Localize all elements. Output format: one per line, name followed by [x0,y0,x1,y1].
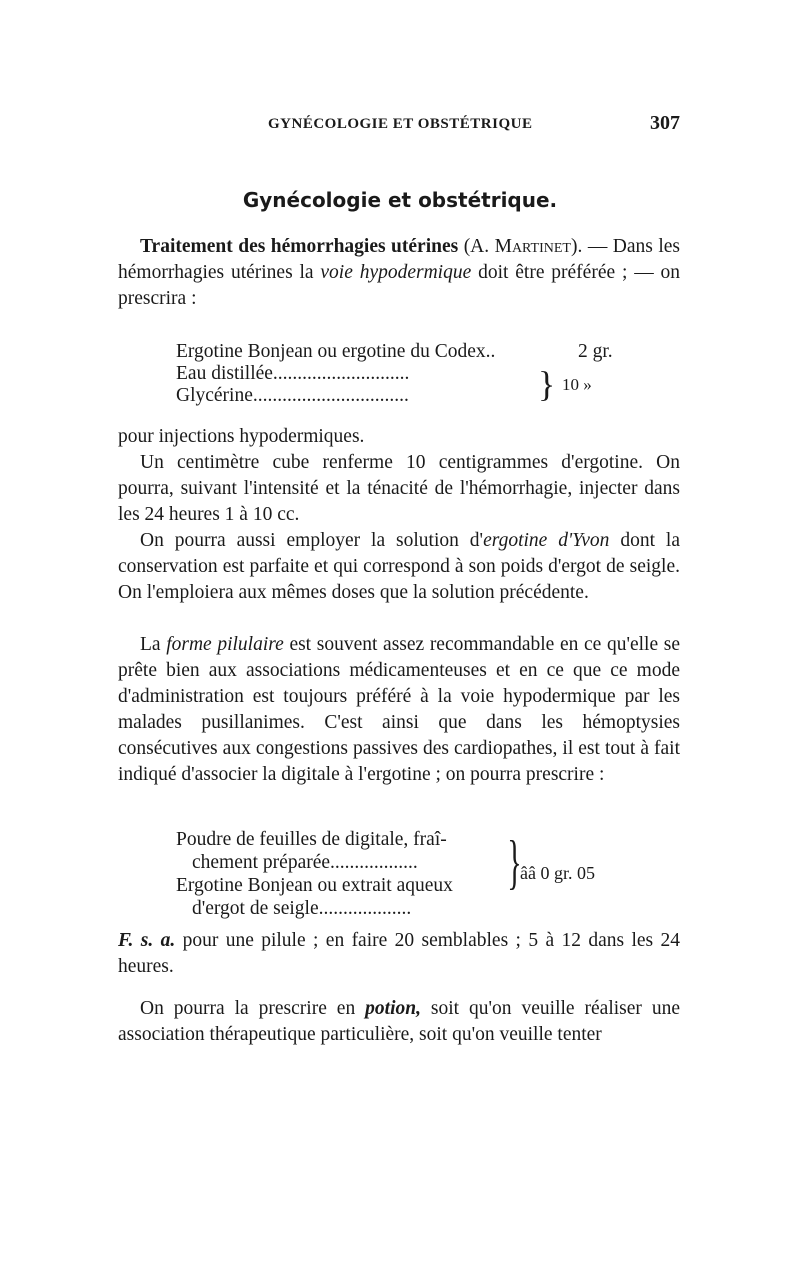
italic-term: ergotine d'Yvon [483,530,610,551]
brace-icon: } [507,829,522,895]
paragraph-text: soit qu'on veuille réaliser une association thérapeutique particulière, soit qu'on veuille tenter [118,998,680,1045]
paragraph-text: est souvent assez recommandable en ce qu'elle se prête bien aux associations médicamenteuses et en ce que ce mode d'administration est toujours préféré à la voie hypodermique par les malades pusillanimes. C'est ainsi que dans les hémoptysies consécutives aux congestions passives des cardiopathes, il est tout à fait indiqué d'associer la digitale à l'ergotine ; on pourra prescrire : [118,634,681,785]
formula-line: Eau distillée............................ [176,363,410,384]
running-title: GYNÉCOLOGIE ET OBSTÉTRIQUE [268,116,533,132]
formula-dose: 2 gr. [578,341,613,362]
formula-line: Ergotine Bonjean ou extrait aqueux [176,875,453,896]
author-close: ). — [570,236,608,257]
fsa-abbreviation: F. s. a. [118,930,176,951]
italic-term: potion, [365,998,421,1019]
italic-term: voie hypodermique [320,262,472,283]
formula-line: chement préparée.................. [192,852,418,873]
formula-dose: ââ 0 gr. 05 [520,863,595,883]
paragraph-text: dont la conservation est parfaite et qui correspond à son poids d'ergot de seigle. On l'emploiera aux mêmes doses que la solution précédente. [118,530,680,603]
paragraph-pill-form [118,632,680,788]
author-name: Martinet [494,236,571,257]
paragraph-potion [118,996,680,1048]
paragraph-text: On pourra aussi employer la solution d' [140,530,484,551]
formula-line: Poudre de feuilles de digitale, fraî- [176,829,447,850]
formula-dose: 10 » [562,375,592,394]
paragraph-hemorrhage-treatment [118,234,680,312]
italic-term: forme pilulaire [166,634,284,655]
section-title: Gynécologie et obstétrique. [242,188,558,212]
page-header [118,112,680,140]
page-number: 307 [650,112,680,134]
formula-line: Ergotine Bonjean ou ergotine du Codex.. [176,341,496,362]
paragraph-centimeter: Un centimètre cube renferme 10 centigrammes d'ergotine. On pourra, suivant l'intensité et la ténacité de l'hémorrhagie, injecter dans les 24 heures 1 à 10 cc. [118,452,680,525]
formula-line: Glycérine................................ [176,385,409,406]
author-open: (A. [463,236,495,257]
brace-icon: } [538,364,556,404]
paragraph-injections: pour injections hypodermiques. [118,426,365,447]
paragraph-text: On pourra la prescrire en [140,998,356,1019]
paragraph-text: pour une pilule ; en faire 20 semblables ; 5 à 12 dans les 24 heures. [118,930,680,977]
paragraph-fsa [118,928,680,980]
paragraph-text: La [140,634,161,655]
paragraph-text: doit être préférée ; — on prescrira : [118,262,681,309]
paragraph-text: Dans les hémorrhagies utérines la [118,236,680,283]
formula-line: d'ergot de seigle................... [192,898,412,919]
article-title: Traitement des hémorrhagies utérines [140,236,459,257]
paragraph-yvon [118,528,680,606]
